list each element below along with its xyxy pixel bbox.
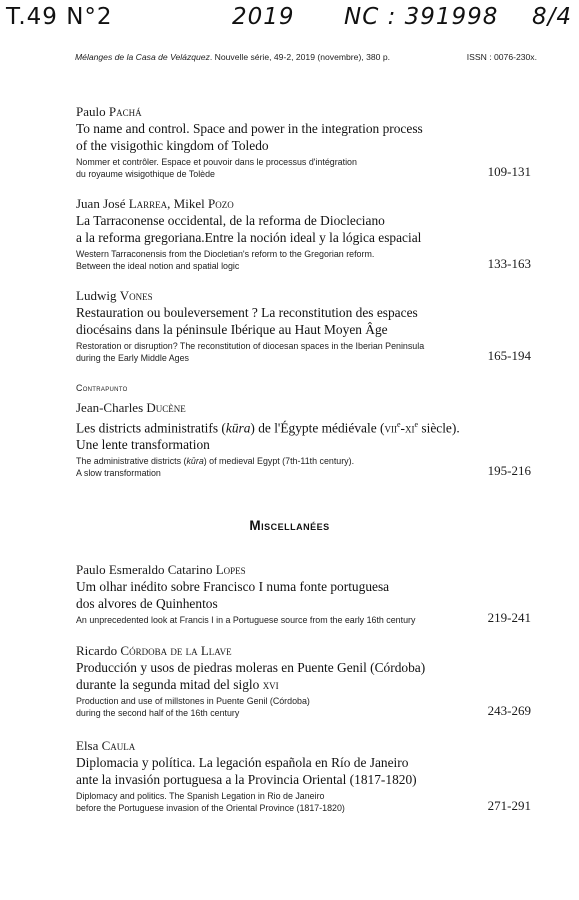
article-title: Producción y usos de piedras moleras en Puente Genil (Córdoba) durante la segunda mitad del siglo xvi [76, 660, 426, 692]
translated-title: The administrative districts (kūra) of medieval Egypt (7th-11th century). A slow transformation [76, 456, 355, 479]
journal-title: Mélanges de la Casa de Velázquez [75, 52, 210, 62]
toc-entry [76, 562, 531, 626]
toc-entry [76, 104, 531, 180]
article-title: Les districts administratifs (kūra) de l'Égypte médiévale ($vii^e-xi^e$ siècle). Une lente transformation [76, 420, 460, 453]
section-heading-miscellanees: Miscellanées [249, 518, 330, 533]
section-label-contrapunto: Contrapunto [76, 383, 128, 393]
translated-title: Nommer et contrôler. Espace et pouvoir dans le processus d'intégration du royaume wisigothique de Tolède [76, 157, 357, 179]
translated-title: An unprecedented look at Francis I in a Portuguese source from the early 16th century [76, 615, 416, 625]
toc-entry [76, 400, 531, 479]
toc-entry [76, 288, 531, 364]
author: Paulo Pachá [76, 104, 142, 119]
article-title: Um olhar inédito sobre Francisco I numa fonte portuguesa dos alvores de Quinhentos [76, 579, 390, 611]
issn: ISSN : 0076-230x. [466, 52, 537, 62]
translated-title: Western Tarraconensis from the Diocletian's reform to the Gregorian reform. Between the ideal notion and spatial logic [76, 249, 375, 271]
article-title: La Tarraconense occidental, de la reforma de Diocleciano a la reforma gregoriana.Entre la noción ideal y la lógica espacial [76, 213, 422, 245]
page-range: 219-241 [487, 610, 531, 625]
article-title: To name and control. Space and power in the integration process of the visigothic kingdom of Toledo [76, 121, 423, 153]
author: Paulo Esmeraldo Catarino Lopes [76, 562, 246, 577]
translated-title: Diplomacy and politics. The Spanish Legation in Rio de Janeiro before the Portuguese invasion of the Oriental Province (1817-1820) [76, 791, 345, 813]
author: Ricardo Córdoba de la Llave [76, 643, 232, 658]
page-range: 243-269 [487, 703, 531, 718]
page-range: 109-131 [487, 164, 531, 179]
article-title: Diplomacia y política. La legación española en Río de Janeiro ante la invasión portuguesa a la Provincia Oriental (1817-1820) [76, 755, 417, 787]
author: Ludwig Vones [76, 288, 153, 303]
handwritten-fraction: 8/4 [532, 4, 573, 30]
author: Juan José Larrea, Mikel Pozo [76, 196, 234, 211]
handwritten-shelf-mark: T.49 N°2 [6, 4, 113, 30]
toc-entry [76, 196, 531, 272]
page-range: 165-194 [487, 348, 531, 363]
author: Jean-Charles Ducène [76, 400, 186, 415]
handwritten-accession-number: NC : 391998 [344, 4, 499, 30]
toc-entry [76, 738, 531, 814]
page-range: 133-163 [487, 256, 531, 271]
handwritten-year: 2019 [232, 4, 295, 30]
page-range: 195-216 [487, 463, 531, 479]
translated-title: Restoration or disruption? The reconstitution of diocesan spaces in the Iberian Peninsula during the Early Middle Ages [76, 341, 425, 363]
page-range: 271-291 [487, 798, 531, 813]
author: Elsa Caula [76, 738, 136, 753]
translated-title: Production and use of millstones in Puente Genil (Córdoba) during the second half of the 16th century [76, 696, 310, 718]
toc-entry [76, 643, 531, 719]
journal-citation [75, 52, 390, 62]
article-title: Restauration ou bouleversement ? La reconstitution des espaces diocésains dans la péninsule Ibérique au Haut Moyen Âge [76, 305, 418, 337]
journal-details: . Nouvelle série, 49-2, 2019 (novembre), 380 p. [209, 52, 390, 62]
